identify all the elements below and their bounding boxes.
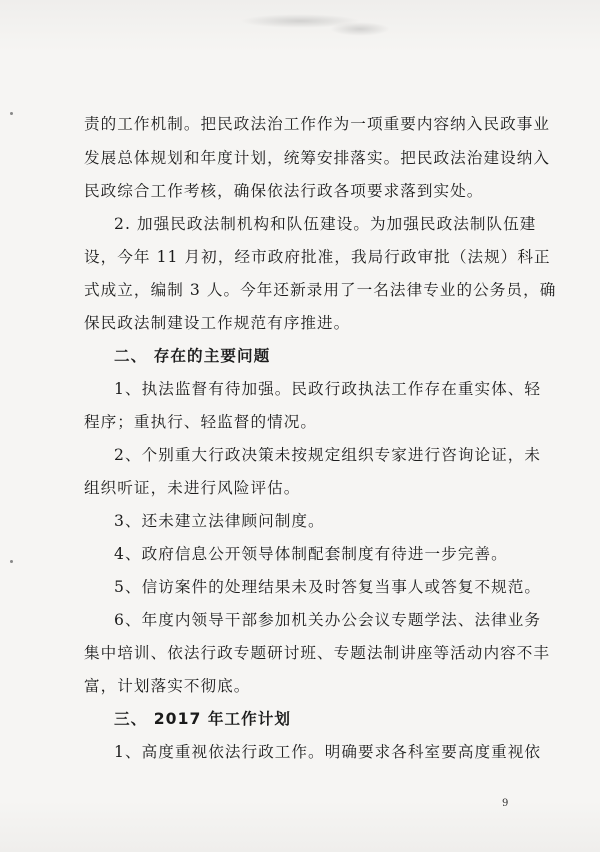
scan-dot — [10, 560, 13, 563]
paragraph-line: 1、执法监督有待加强。民政行政执法工作存在重实体、轻 — [114, 380, 542, 398]
body-line: 式成立，编制 3 人。今年还新录用了一名法律专业的公务员，确 — [84, 281, 557, 299]
paragraph-line: 5、信访案件的处理结果未及时答复当事人或答复不规范。 — [114, 578, 542, 596]
paragraph-line: 1、高度重视依法行政工作。明确要求各科室要高度重视依 — [114, 743, 542, 761]
paragraph-line: 6、年度内领导干部参加机关办公会议专题学法、法律业务 — [114, 611, 542, 629]
section-heading: 三、 2017 年工作计划 — [114, 710, 292, 728]
scan-dot — [10, 112, 13, 115]
section-heading: 二、 存在的主要问题 — [114, 347, 271, 365]
paragraph-line: 2. 加强民政法制机构和队伍建设。为加强民政法制队伍建 — [114, 215, 537, 233]
body-line: 民政综合工作考核，确保依法行政各项要求落到实处。 — [84, 182, 484, 200]
body-line: 发展总体规划和年度计划，统筹安排落实。把民政法治建设纳入 — [84, 149, 551, 167]
page-number: 9 — [502, 798, 509, 809]
paragraph-line: 2、个别重大行政决策未按规定组织专家进行咨询论证，未 — [114, 446, 542, 464]
paragraph-line: 4、政府信息公开领导体制配套制度有待进一步完善。 — [114, 545, 508, 563]
body-line: 组织听证，未进行风险评估。 — [84, 479, 301, 497]
paragraph-line: 3、还未建立法律顾问制度。 — [114, 512, 325, 530]
body-line: 责的工作机制。把民政法治工作作为一项重要内容纳入民政事业 — [84, 115, 551, 133]
body-line: 设，今年 11 月初，经市政府批准，我局行政审批（法规）科正 — [84, 248, 551, 266]
body-line: 程序；重执行、轻监督的情况。 — [84, 413, 318, 431]
body-line: 集中培训、依法行政专题研讨班、专题法制讲座等活动内容不丰 — [84, 644, 551, 662]
body-line: 富，计划落实不彻底。 — [84, 677, 251, 695]
scan-smudge — [330, 22, 390, 36]
body-line: 保民政法制建设工作规范有序推进。 — [84, 314, 351, 332]
